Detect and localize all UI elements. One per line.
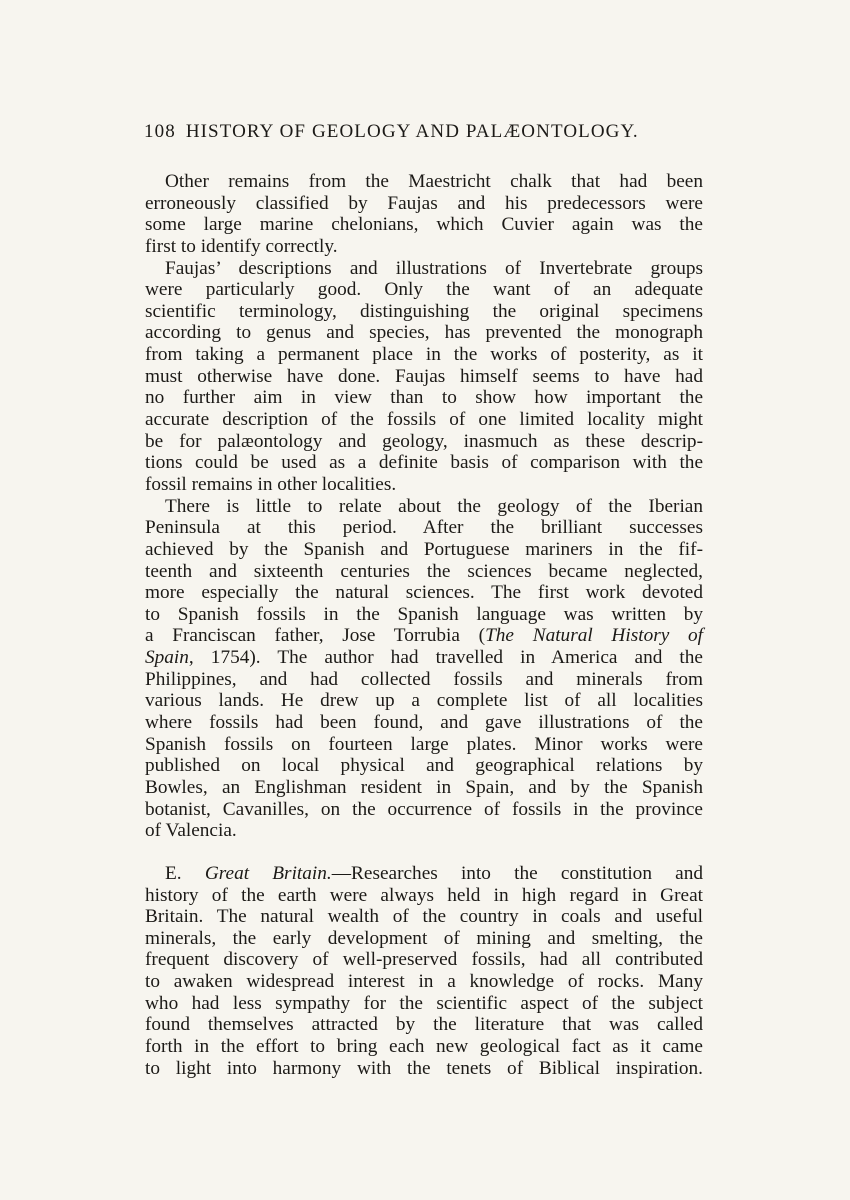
text-line: found themselves attracted by the literature that was called (145, 1014, 703, 1036)
text-line: achieved by the Spanish and Portuguese mariners in the fif- (145, 538, 703, 560)
text-line: minerals, the early development of mining and smelting, the (145, 927, 703, 949)
text-line: various lands. He drew up a complete list of all localities (145, 690, 703, 712)
text-line: be for palæontology and geology, inasmuch as these descrip- (145, 430, 703, 452)
section-letter: E. (165, 862, 205, 884)
text-line: accurate description of the fossils of one limited locality might (145, 409, 703, 431)
text-line: Faujas’ descriptions and illustrations of Invertebrate groups (165, 257, 703, 279)
text-line: Philippines, and had collected fossils and minerals from (145, 668, 703, 690)
section-gap (145, 842, 703, 863)
text-line: no further aim in view than to show how important the (145, 387, 703, 409)
text-line: history of the earth were always held in high regard in Great (145, 884, 703, 906)
text-fragment: , 1754). The author had travelled in America and the (188, 647, 703, 669)
book-title: Spain (145, 647, 189, 669)
text-line: first to identify correctly. (145, 235, 338, 257)
body-text (145, 171, 703, 1079)
text-line: to awaken widespread interest in a knowledge of rocks. Many (145, 971, 703, 993)
text-line: from taking a permanent place in the works of posterity, as it (145, 344, 703, 366)
running-title: HISTORY OF GEOLOGY AND PALÆONTOLOGY. (185, 121, 639, 142)
section-title: Great Britain. (204, 862, 332, 884)
text-line: Peninsula at this period. After the brilliant successes (145, 517, 703, 539)
text-line: Spanish fossils on fourteen large plates. Minor works were (145, 733, 703, 755)
paragraph-faujas-descriptions (145, 258, 703, 496)
text-line: There is little to relate about the geology of the Iberian (165, 495, 703, 517)
text-line-with-book-title (145, 647, 703, 669)
text-line: erroneously classified by Faujas and his predecessors were (145, 192, 703, 214)
text-fragment: —Researches into the constitution and (331, 862, 704, 884)
text-line: more especially the natural sciences. The first work devoted (145, 582, 703, 604)
text-line-with-book-title (145, 625, 703, 647)
text-line: according to genus and species, has prevented the monograph (145, 322, 703, 344)
text-line: were particularly good. Only the want of an adequate (145, 279, 703, 301)
text-line: Other remains from the Maestricht chalk that had been (165, 171, 703, 192)
page-number: 108 (144, 121, 176, 142)
text-line: scientific terminology, distinguishing the original specimens (145, 300, 703, 322)
text-line: forth in the effort to bring each new geological fact as it came (145, 1035, 703, 1057)
text-line: frequent discovery of well-preserved fossils, had all contributed (145, 949, 703, 971)
text-line: to light into harmony with the tenets of Biblical inspiration. (145, 1057, 703, 1079)
book-title: The Natural History of (485, 625, 703, 647)
section-heading-line (145, 863, 703, 885)
text-line: must otherwise have done. Faujas himself seems to have had (145, 365, 703, 387)
text-line: where fossils had been found, and gave illustrations of the (145, 712, 703, 734)
text-line: to Spanish fossils in the Spanish language was written by (145, 603, 703, 625)
paragraph-iberian-peninsula (145, 496, 703, 842)
text-line: published on local physical and geographical relations by (145, 755, 703, 777)
running-head (144, 121, 704, 143)
text-line: botanist, Cavanilles, on the occurrence of fossils in the province (145, 798, 703, 820)
text-line: Britain. The natural wealth of the country in coals and useful (145, 906, 703, 928)
text-fragment: a Franciscan father, Jose Torrubia ( (145, 625, 486, 647)
paragraph-maestricht-chelonians (145, 171, 703, 258)
text-line: who had less sympathy for the scientific aspect of the subject (145, 992, 703, 1014)
text-line: fossil remains in other localities. (145, 473, 397, 495)
text-line: tions could be used as a definite basis of comparison with the (145, 452, 703, 474)
text-line: of Valencia. (145, 820, 237, 842)
text-line: teenth and sixteenth centuries the sciences became neglected, (145, 560, 703, 582)
text-line: Bowles, an Englishman resident in Spain, and by the Spanish (145, 776, 703, 798)
paragraph-great-britain (145, 863, 703, 1079)
text-line: some large marine chelonians, which Cuvier again was the (145, 214, 703, 236)
